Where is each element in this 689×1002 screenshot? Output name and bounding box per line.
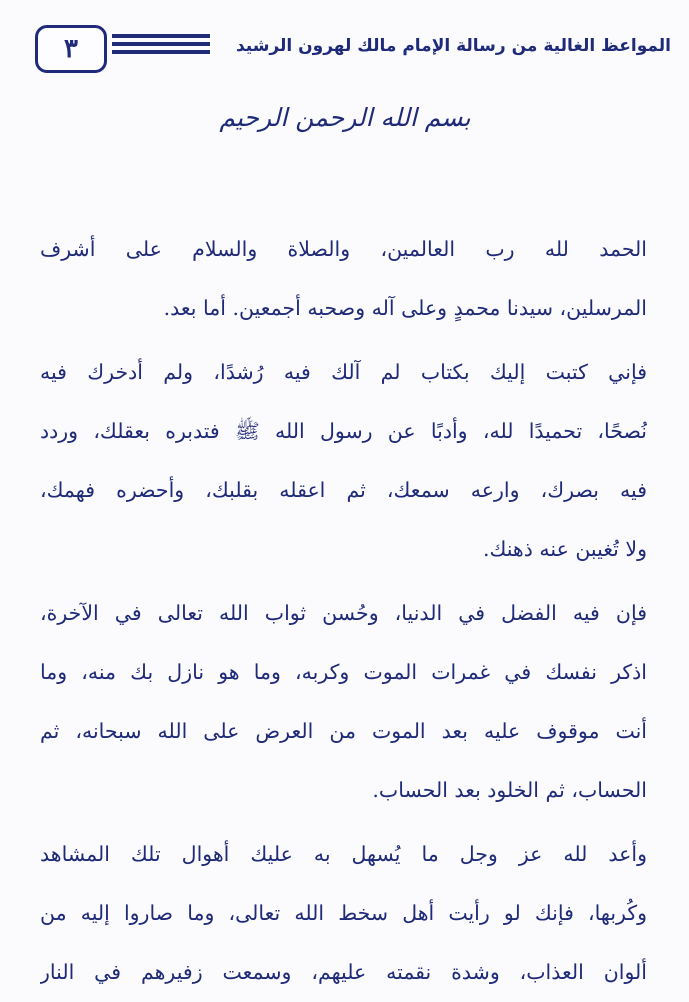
running-title: المواعظ الغالية من رسالة الإمام مالك لهرون الرشيد (235, 36, 671, 56)
paragraph (40, 584, 647, 820)
text-line: فإني كتبت إليك بكتاب لم آلك فيه رُشدًا، ولم أدخرك فيه (40, 360, 647, 384)
text-line: وأعد لله عز وجل ما يُسهل به عليك أهوال تلك المشاهد (40, 842, 647, 866)
text-line: الحساب، ثم الخلود بعد الحساب. (372, 778, 647, 802)
rule-line (112, 34, 210, 38)
text-line: فإن فيه الفضل في الدنيا، وحُسن ثواب الله تعالى في الآخرة، (40, 601, 647, 625)
text-line: ألوان العذاب، وشدة نقمته عليهم، وسمعت زفيرهم في النار (40, 960, 647, 984)
rule-line (112, 42, 210, 46)
basmala: بسم الله الرحمن الرحيم (219, 103, 471, 132)
text-line: فيه بصرك، وارعه سمعك، ثم اعقله بقلبك، وأحضره فهمك، (40, 478, 647, 502)
text-line: نُصحًا، تحميدًا لله، وأدبًا عن رسول الله ﷺ فتدبره بعقلك، وردد (40, 419, 647, 443)
page-number: ٣ (64, 34, 78, 64)
text-line: اذكر نفسك في غمرات الموت وكربه، وما هو نازل بك منه، وما (40, 660, 647, 684)
text-line: وكُربها، فإنك لو رأيت أهل سخط الله تعالى، وما صاروا إليه من (40, 901, 647, 925)
page-number-badge (35, 25, 107, 73)
text-line: الحمد لله رب العالمين، والصلاة والسلام على أشرف (40, 237, 647, 261)
rule-line (112, 50, 210, 54)
text-line: المرسلين، سيدنا محمدٍ وعلى آله وصحبه أجمعين. أما بعد. (163, 296, 647, 320)
header-rule-lines (112, 34, 210, 58)
text-line: ولا تُغيبن عنه ذهنك. (482, 537, 647, 561)
page-header (0, 0, 689, 78)
body-text (40, 220, 647, 1002)
text-line: أنت موقوف عليه بعد الموت من العرض على الله سبحانه، ثم (40, 719, 647, 743)
paragraph (40, 825, 647, 1002)
paragraph (40, 343, 647, 579)
paragraph (40, 220, 647, 338)
